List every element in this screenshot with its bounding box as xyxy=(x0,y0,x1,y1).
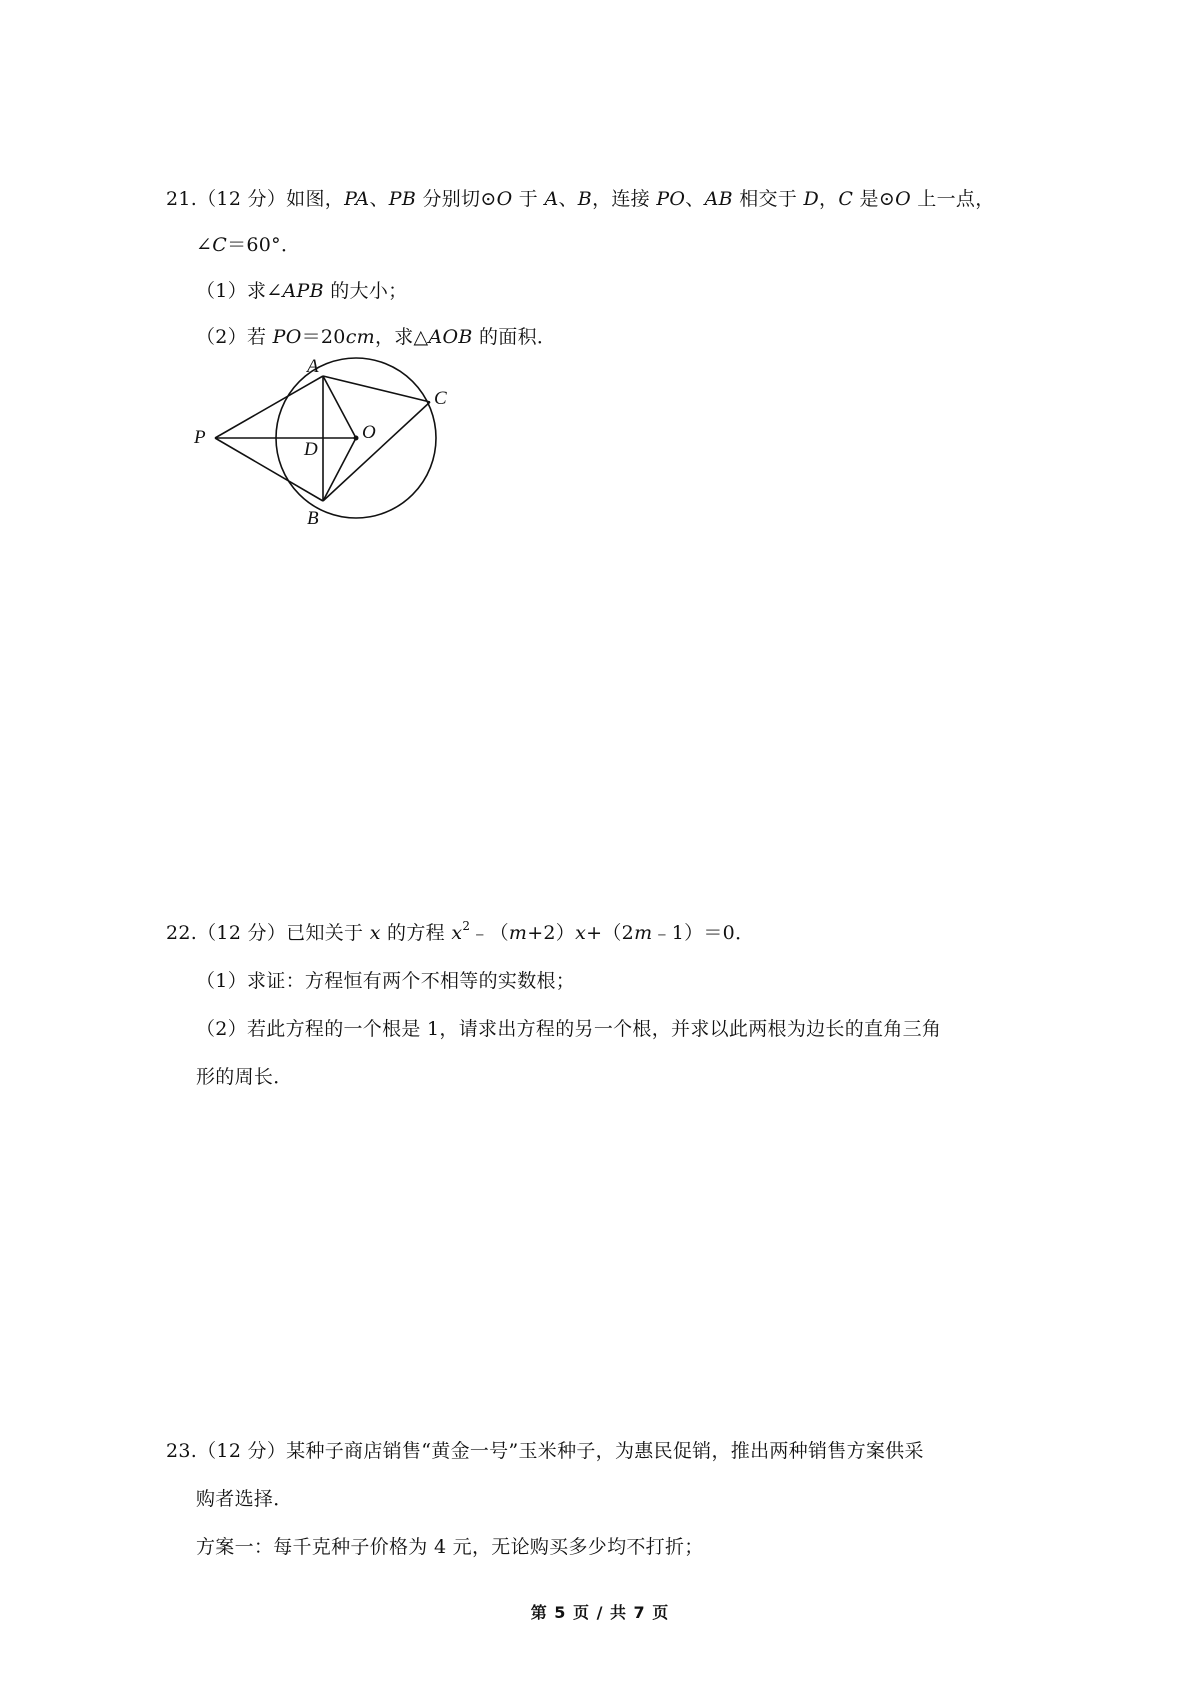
segment-ac xyxy=(323,376,430,402)
q23-line2: 购者选择． xyxy=(196,1488,293,1510)
q22-part2: （2）若此方程的一个根是 1，请求出方程的另一个根，并求以此两根为边长的直角三角 xyxy=(196,1018,942,1040)
q21-line2: ∠C＝60°． xyxy=(196,234,301,256)
q22-part2-cont: 形的周长． xyxy=(196,1066,293,1088)
segment-bo xyxy=(323,438,356,501)
label-d: D xyxy=(304,439,318,460)
label-b: B xyxy=(307,508,319,529)
point-o-dot xyxy=(354,436,359,441)
q21-number: 21. xyxy=(166,188,198,210)
q21-part1: （1）求∠APB 的大小； xyxy=(196,280,408,302)
label-p: P xyxy=(194,427,206,448)
q22-line1: 22.（12 分）已知关于 x 的方程 $x^2﹣(m+2)x+(2m﹣1)=0$． xyxy=(166,919,755,944)
q21-line1: 21.（12 分）如图，PA、PB 分别切⊙O 于 A、B，连接 PO、AB 相交于 D，C 是⊙O 上一点， xyxy=(166,188,995,210)
q23-line1: 23.（12 分）某种子商店销售“黄金一号”玉米种子，为惠民促销，推出两种销售方案供采 xyxy=(166,1440,924,1462)
q21-part2: （2）若 PO＝20cm，求△AOB 的面积． xyxy=(196,326,557,348)
segment-bc xyxy=(323,402,430,501)
label-a: A xyxy=(307,356,319,377)
q22-number: 22. xyxy=(166,922,198,944)
q23-number: 23. xyxy=(166,1440,198,1462)
page-footer: 第 5 页 / 共 7 页 xyxy=(530,1603,670,1622)
label-c: C xyxy=(434,388,447,409)
q23-plan1: 方案一：每千克种子价格为 4 元，无论购买多少均不打折； xyxy=(196,1536,704,1558)
label-o: O xyxy=(362,422,376,443)
q22-part1: （1）求证：方程恒有两个不相等的实数根； xyxy=(196,970,576,992)
segment-pa xyxy=(215,376,323,438)
geometry-figure xyxy=(194,356,490,580)
segment-ao xyxy=(323,376,356,438)
